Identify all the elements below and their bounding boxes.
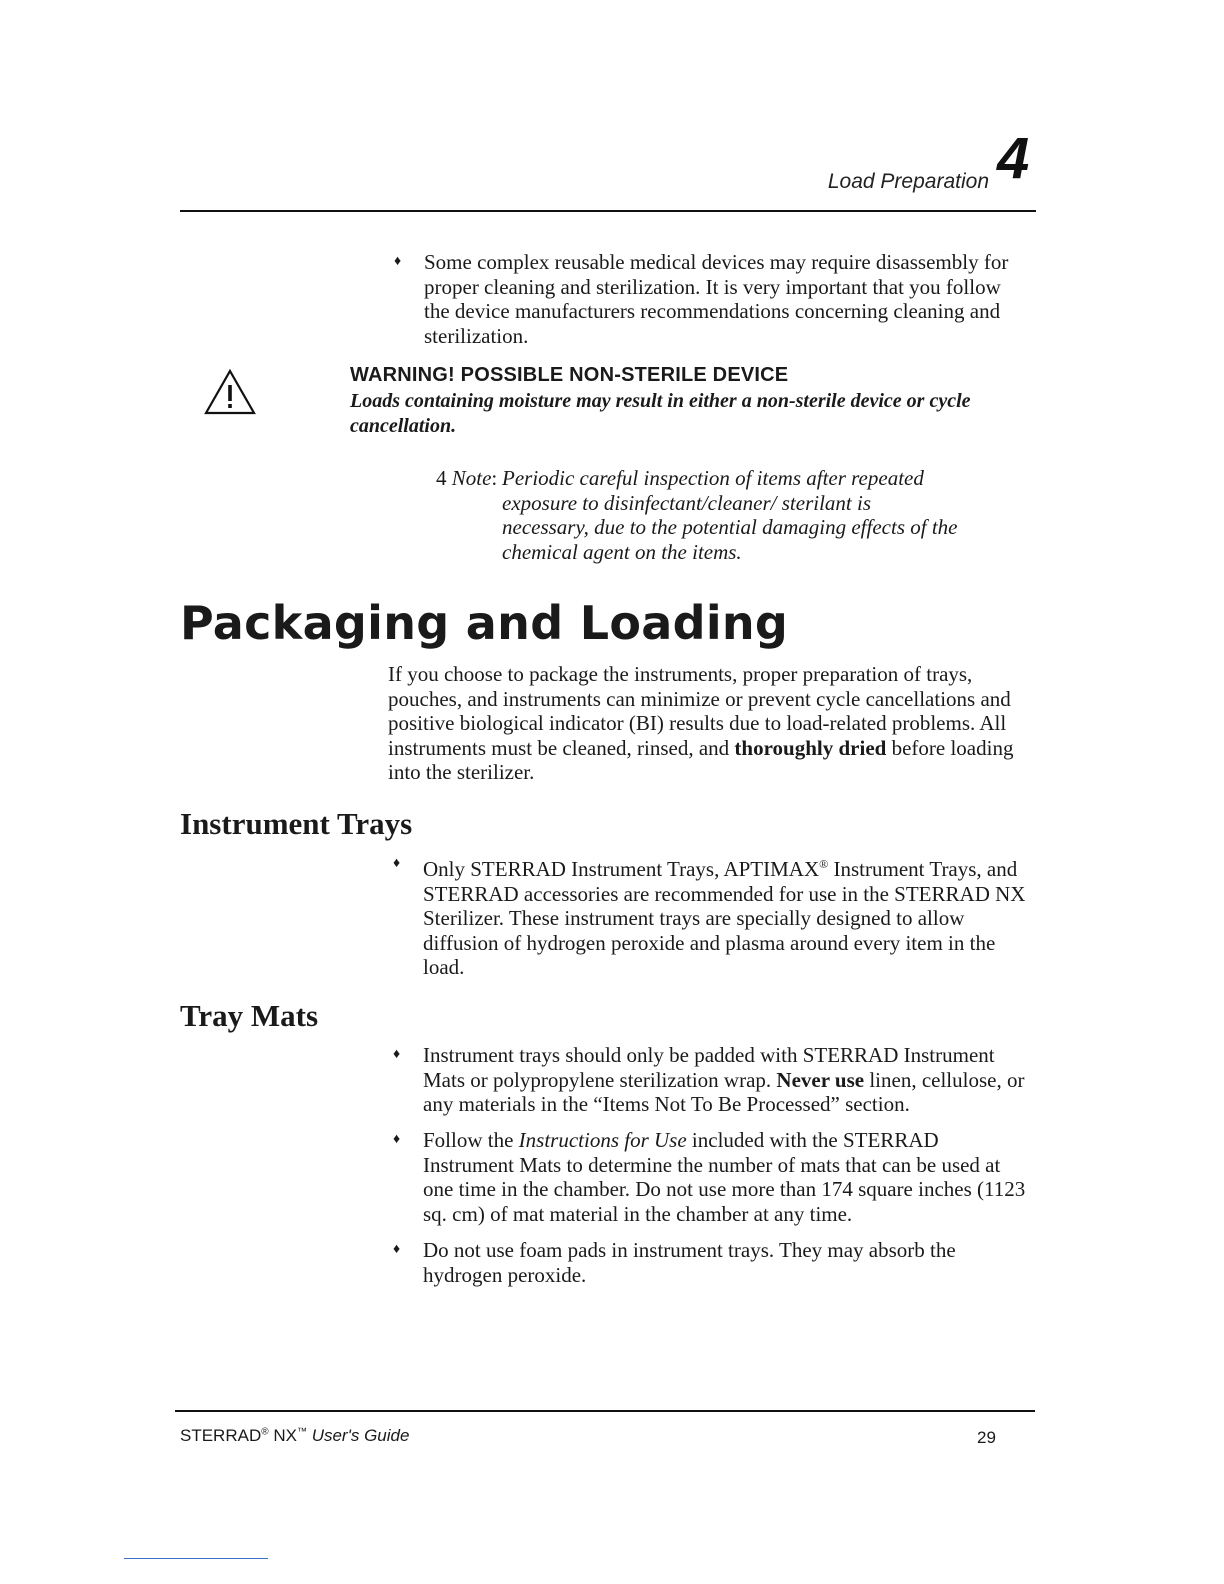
instrument-trays-heading: Instrument Trays — [180, 806, 413, 841]
bullet-icon: ♦ — [393, 1242, 401, 1257]
list-item — [393, 1238, 1033, 1287]
list-item-text-end: linen, cellulose, or any materials in the “Items Not To Be Processed” section. — [423, 1067, 1025, 1116]
paragraph-text: If you choose to package the instruments, proper preparation of trays, pouches, and instruments can minimize or prevent cycle cancellations and positive biological indicator (BI) results due to load-related problems. All instruments must be cleaned, rinsed, and — [388, 662, 1011, 760]
list-item-text: Some complex reusable medical devices may require disassembly for proper cleaning and sterilization. It is very important that you follow the device manufacturers recommendations concerning cleaning and sterilization. — [424, 250, 1009, 348]
trademark-mark: ™ — [296, 1426, 307, 1438]
list-item-text: Follow the — [423, 1128, 519, 1152]
note-label: 4 Note: — [436, 466, 498, 490]
bullet-icon: ♦ — [393, 1047, 401, 1062]
list-item-emphasis: Never use — [776, 1067, 865, 1092]
footer-rule — [175, 1410, 1035, 1412]
bullet-icon: ♦ — [393, 1132, 401, 1147]
list-item — [393, 852, 1033, 980]
bottom-divider — [124, 1558, 268, 1559]
list-item-text: Do not use foam pads in instrument trays. They may absorb the hydrogen peroxide. — [423, 1238, 956, 1287]
list-item-text-end: included with the STERRAD Instrument Mats to determine the number of mats that can be used at one time in the chamber. Do not use more than 174 square inches (1123 sq. cm) of mat material in the chamber at any time. — [423, 1128, 1026, 1226]
footer-guide-title — [180, 1426, 409, 1446]
warning-text: Loads containing moisture may result in either a non-sterile device or cycle cancellation. — [350, 390, 971, 437]
warning-heading: WARNING! POSSIBLE NON-STERILE DEVICE — [350, 364, 789, 386]
list-item-italic: Instructions for Use — [518, 1128, 687, 1152]
list-item-text: Instrument trays should only be padded with STERRAD Instrument Mats or polypropylene sterilization wrap. — [423, 1043, 995, 1092]
registered-mark: ® — [819, 857, 829, 871]
section-title: Packaging and Loading — [180, 596, 789, 650]
tray-mats-heading: Tray Mats — [180, 998, 319, 1033]
chapter-number: 4 — [997, 126, 1030, 191]
note-text: Periodic careful inspection of items after repeated exposure to disinfectant/cleaner/ sterilant is necessary, due to the potential damaging effects of the chemical agent on the items. — [502, 466, 958, 564]
page-number: 29 — [977, 1428, 996, 1447]
running-header-title: Load Preparation — [827, 170, 989, 193]
bullet-icon: ♦ — [393, 856, 401, 871]
footer-product: NX — [273, 1426, 297, 1445]
note-number: 4 — [436, 466, 447, 490]
paragraph-emphasis: thoroughly dried — [734, 735, 887, 760]
list-item — [393, 1043, 1033, 1117]
footer-brand: STERRAD — [180, 1426, 262, 1445]
list-item — [393, 1128, 1033, 1226]
paragraph-text-end: before loading into the sterilizer. — [388, 735, 1014, 784]
list-item-text: Only STERRAD Instrument Trays, APTIMAX — [423, 857, 820, 881]
header-rule — [180, 210, 1036, 212]
list-item-text-end: Instrument Trays, and STERRAD accessories are recommended for use in the STERRAD NX Sterilizer. These instrument trays are specially designed to allow diffusion of hydrogen peroxide and plasma around every item in the load. — [423, 857, 1026, 979]
warning-triangle-icon — [203, 368, 257, 416]
list-item — [394, 250, 1024, 348]
footer-guide: User's Guide — [311, 1426, 410, 1445]
section-paragraph — [388, 662, 1028, 785]
bullet-icon: ♦ — [394, 254, 402, 269]
note-label-text: Note — [451, 466, 492, 490]
registered-mark: ® — [261, 1426, 269, 1438]
